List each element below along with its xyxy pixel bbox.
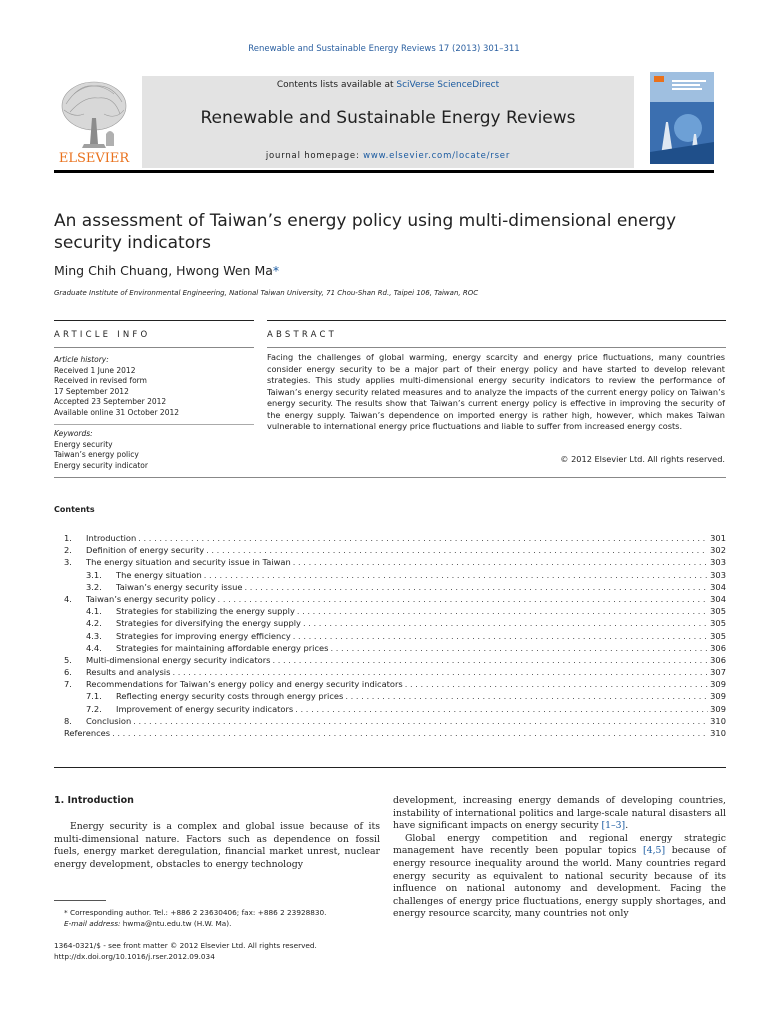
- journal-cover-icon: [650, 72, 714, 164]
- toc-page: 306: [710, 654, 726, 665]
- contents-prefix: Contents lists available at: [276, 80, 397, 90]
- toc-label[interactable]: The energy situation and security issue in Taiwan: [86, 557, 291, 568]
- paragraph-text: development, increasing energy demands of developing countries, instability of international politics and large-scale natural disasters all have significant impacts on energy security: [393, 795, 726, 832]
- keywords-block: [54, 429, 254, 471]
- toc-leader: [138, 533, 708, 543]
- email-address[interactable]: hwma@ntu.edu.tw (H.W. Ma).: [120, 918, 232, 928]
- history-item: 17 September 2012: [54, 386, 129, 396]
- toc-leader: [206, 545, 708, 555]
- keywords-label: Keywords:: [54, 429, 93, 438]
- intro-paragraph-right-2: [393, 833, 726, 921]
- corresponding-author-note: * Corresponding author. Tel.: +886 2 23630406; fax: +886 2 23928830.: [64, 908, 327, 917]
- toc-page: 303: [710, 557, 726, 568]
- journal-cover-image: [650, 72, 714, 164]
- toc-row[interactable]: [64, 618, 726, 630]
- introduction-heading: 1. Introduction: [54, 795, 134, 806]
- toc-label[interactable]: Multi-dimensional energy security indicators: [86, 654, 271, 665]
- abstract-text: Facing the challenges of global warming, energy scarcity and energy price fluctuations, many countries consider energy security to be a major part of their energy policy and have started to develop relevant strategies. This study applies multi-dimensional energy security indicators to review the performance of Taiwan’s energy security related measures and to analyze the impacts of the current energy policy on Taiwan’s energy security. The results show that Taiwan’s current energy policy is effective in improving the security of the energy supply. Taiwan’s dependence on imported energy is rather high, however, which makes Taiwan vulnerable to international energy price fluctuations and liable to suffer from increased energy costs.: [267, 352, 725, 431]
- elsevier-wordmark: ELSEVIER: [58, 151, 130, 166]
- article-info-rule: [54, 320, 254, 321]
- publication-info: [54, 941, 384, 962]
- toc-label[interactable]: Strategies for maintaining affordable energy prices: [116, 642, 329, 653]
- toc-number: 2.: [64, 545, 72, 556]
- toc-page: 309: [710, 703, 726, 714]
- toc-leader: [303, 618, 708, 628]
- citation-ref[interactable]: [1–3]: [601, 820, 626, 832]
- toc-number: 8.: [64, 715, 72, 726]
- abstract-subrule: [267, 347, 726, 348]
- journal-homepage-link[interactable]: www.elsevier.com/locate/rser: [363, 151, 511, 161]
- toc-row[interactable]: [64, 606, 726, 618]
- toc-label[interactable]: References: [64, 728, 111, 738]
- toc-number: 1.: [64, 533, 72, 543]
- contents-heading: Contents: [54, 505, 95, 514]
- article-title: An assessment of Taiwan’s energy policy using multi-dimensional energy security indicators: [54, 211, 677, 253]
- toc-number: 5.: [64, 654, 72, 665]
- toc-label[interactable]: Taiwan’s energy security policy: [86, 593, 216, 604]
- toc-leader: [293, 557, 708, 567]
- toc-row[interactable]: [64, 716, 726, 728]
- sciencedirect-link[interactable]: SciVerse ScienceDirect: [396, 80, 500, 90]
- keywords-divider: [54, 424, 254, 425]
- toc-row[interactable]: [64, 557, 726, 569]
- history-item: Received in revised form: [54, 376, 147, 385]
- toc-row[interactable]: [64, 655, 726, 667]
- keyword-item: Energy security indicator: [54, 460, 148, 470]
- elsevier-tree-icon: [54, 74, 134, 166]
- article-info-subrule: [54, 347, 254, 348]
- history-label: Article history:: [54, 355, 109, 364]
- intro-paragraph-right-1: development, increasing energy demands of developing countries, instability of international politics and large-scale natural disasters all have significant impacts on energy security [1–3].: [393, 795, 726, 832]
- toc-page: 306: [710, 642, 726, 653]
- toc-number: 3.: [64, 557, 72, 568]
- contents-available-line: [142, 80, 634, 90]
- toc-label[interactable]: Improvement of energy security indicators: [116, 703, 294, 714]
- toc-label[interactable]: Strategies for stabilizing the energy supply: [116, 606, 295, 617]
- toc-label[interactable]: Recommendations for Taiwan’s energy policy and energy security indicators: [86, 679, 403, 690]
- toc-number: 4.: [64, 593, 72, 604]
- contents-top-rule: [54, 477, 726, 478]
- history-item: Available online 31 October 2012: [54, 407, 180, 417]
- toc-label[interactable]: Strategies for diversifying the energy supply: [116, 618, 301, 629]
- left-column: [54, 795, 380, 871]
- toc-leader: [244, 582, 708, 592]
- toc-number: 4.2.: [86, 618, 102, 629]
- toc-page: 305: [710, 630, 726, 641]
- author-names: Ming Chih Chuang, Hwong Wen Ma: [54, 263, 273, 278]
- toc-page: 304: [710, 581, 726, 592]
- toc-label[interactable]: Taiwan’s energy security issue: [116, 581, 243, 592]
- doi-line[interactable]: http://dx.doi.org/10.1016/j.rser.2012.09.034: [54, 951, 215, 961]
- abstract-copyright: © 2012 Elsevier Ltd. All rights reserved.: [560, 454, 725, 464]
- right-column: [393, 795, 726, 921]
- toc-row[interactable]: [64, 631, 726, 643]
- toc-label[interactable]: Results and analysis: [86, 667, 171, 678]
- toc-leader: [112, 728, 708, 738]
- toc-label[interactable]: Definition of energy security: [86, 545, 205, 556]
- toc-leader: [204, 570, 708, 580]
- table-of-contents: [64, 533, 726, 740]
- toc-row[interactable]: [64, 533, 726, 545]
- toc-leader: [345, 691, 708, 701]
- author-affiliation: Graduate Institute of Environmental Engineering, National Taiwan University, 71 Chou-Shan Rd., Taipei 106, Taiwan, ROC: [54, 289, 479, 297]
- toc-label[interactable]: Strategies for improving energy efficiency: [116, 630, 291, 641]
- toc-page: 309: [710, 679, 726, 690]
- keyword-item: Energy security: [54, 439, 113, 449]
- toc-leader: [133, 716, 708, 726]
- abstract-rule: [267, 320, 726, 321]
- email-note: [64, 919, 384, 930]
- toc-row[interactable]: [64, 691, 726, 703]
- body-top-rule: [54, 767, 726, 768]
- toc-page: 309: [710, 691, 726, 702]
- toc-number: 4.1.: [86, 606, 102, 617]
- elsevier-logo: [54, 74, 134, 166]
- toc-row[interactable]: [64, 570, 726, 582]
- toc-page: 310: [710, 728, 726, 738]
- toc-label[interactable]: Conclusion: [86, 715, 132, 726]
- toc-page: 307: [710, 667, 726, 678]
- footnote-block: [64, 908, 384, 929]
- issn-line: 1364-0321/$ - see front matter © 2012 Elsevier Ltd. All rights reserved.: [54, 941, 317, 950]
- article-info-heading: ARTICLE INFO: [54, 330, 151, 340]
- toc-leader: [218, 594, 709, 604]
- toc-row[interactable]: [64, 667, 726, 679]
- toc-leader: [172, 667, 708, 677]
- toc-page: 303: [710, 569, 726, 580]
- toc-number: 7.1.: [86, 691, 102, 702]
- toc-page: 305: [710, 606, 726, 617]
- keyword-item: Taiwan’s energy policy: [54, 450, 139, 459]
- toc-number: 7.: [64, 679, 72, 690]
- authors-line: [54, 263, 279, 278]
- paragraph-text: Global energy competition and regional energy strategic management have recently been popular topics: [393, 832, 726, 857]
- toc-row[interactable]: [64, 582, 726, 594]
- toc-number: 3.2.: [86, 581, 102, 592]
- toc-leader: [297, 606, 708, 616]
- toc-number: 3.1.: [86, 569, 102, 580]
- toc-page: 301: [710, 533, 726, 543]
- history-item: Received 1 June 2012: [54, 365, 136, 375]
- paragraph-text: because of energy resource inequality around the world. Many countries regard energy security as equivalent to national security because of its influence on national autonomy and development. Facing the challenges of energy price fluctuations, energy supply shortages, and energy resource scarcity, many countries not only: [393, 845, 726, 920]
- toc-row[interactable]: [64, 728, 726, 740]
- history-item: Accepted 23 September 2012: [54, 397, 167, 406]
- toc-leader: [405, 679, 708, 689]
- journal-title: Renewable and Sustainable Energy Reviews: [200, 108, 576, 128]
- footnote-rule: [54, 900, 106, 901]
- toc-number: 7.2.: [86, 703, 102, 714]
- toc-row[interactable]: [64, 545, 726, 557]
- email-label: E-mail address:: [64, 918, 121, 928]
- toc-row[interactable]: [64, 643, 726, 655]
- homepage-prefix: journal homepage:: [265, 151, 364, 161]
- toc-leader: [293, 631, 708, 641]
- toc-label[interactable]: The energy situation: [116, 569, 202, 580]
- toc-number: 6.: [64, 667, 72, 678]
- toc-label[interactable]: Reflecting energy security costs through energy prices: [116, 691, 344, 702]
- toc-leader: [272, 655, 708, 665]
- toc-leader: [330, 643, 708, 653]
- toc-row[interactable]: [64, 594, 726, 606]
- toc-number: 4.4.: [86, 642, 102, 653]
- toc-page: 302: [710, 545, 726, 556]
- toc-leader: [295, 704, 708, 714]
- toc-page: 305: [710, 618, 726, 629]
- toc-row[interactable]: [64, 704, 726, 716]
- journal-homepage-line: [142, 151, 634, 161]
- article-history: [54, 355, 254, 418]
- toc-row[interactable]: [64, 679, 726, 691]
- toc-page: 310: [710, 715, 726, 726]
- toc-number: 4.3.: [86, 630, 102, 641]
- intro-paragraph-left: Energy security is a complex and global issue because of its multi-dimensional nature. Factors such as dependence on fossil fuels, energy market deregulation, financial market unrest, nuclear energy development, obstacles to energy technology: [54, 821, 380, 870]
- toc-page: 304: [710, 593, 726, 604]
- header-rule: [54, 170, 714, 173]
- journal-citation[interactable]: Renewable and Sustainable Energy Reviews 17 (2013) 301–311: [248, 44, 520, 54]
- toc-label[interactable]: Introduction: [86, 533, 137, 543]
- corresponding-author-mark[interactable]: *: [272, 263, 280, 278]
- abstract-heading: ABSTRACT: [267, 330, 338, 340]
- citation-ref[interactable]: [4,5]: [643, 845, 666, 857]
